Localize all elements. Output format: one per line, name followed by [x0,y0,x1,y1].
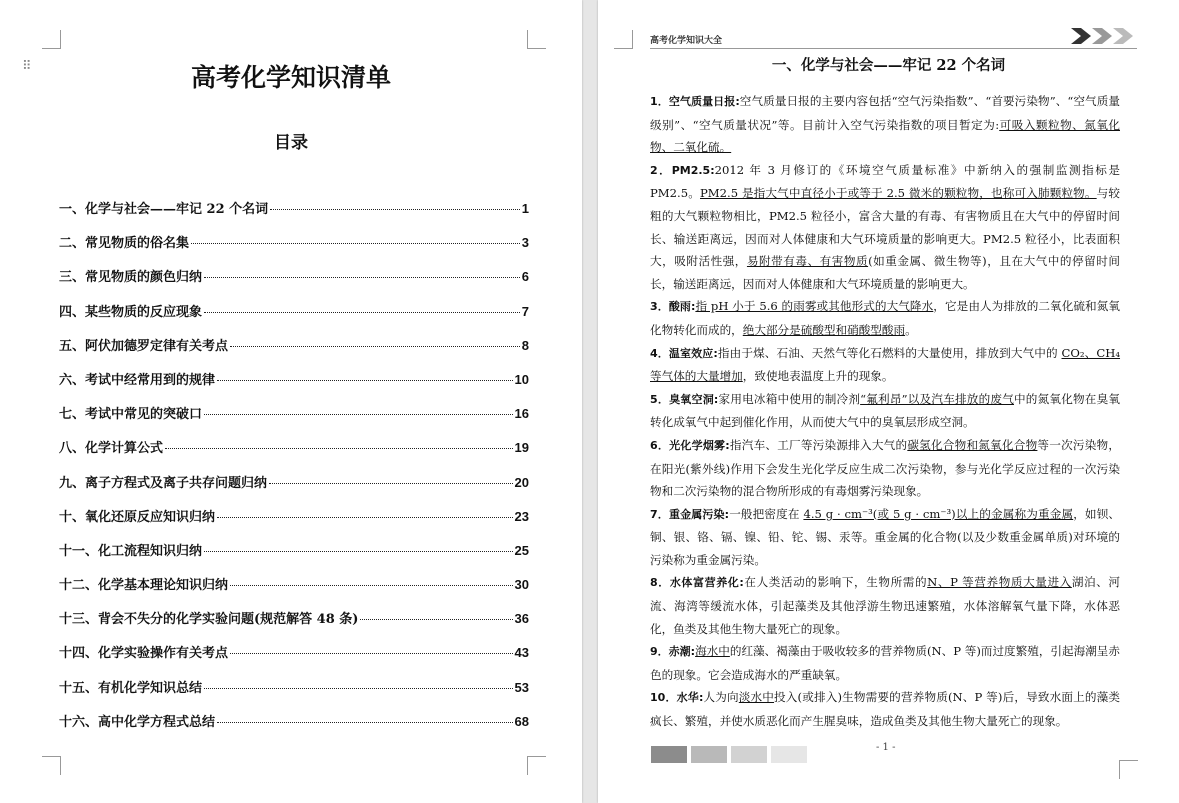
section-title: 一、化学与社会——牢记 22 个名词 [771,57,1006,74]
chevron-right-icon [1071,26,1137,46]
toc-leader-dots [230,346,520,347]
toc-page [0,0,582,803]
toc-entry[interactable] [59,506,529,540]
toc-entry-page: 7 [521,303,529,319]
toc-leader-dots [217,517,513,518]
toc-entry-page: 36 [514,611,529,627]
toc-entry-page: 1 [521,201,529,216]
crop-mark [42,756,61,775]
toc-entry-label: 二、常见物质的俗名集 [59,236,190,252]
toc-entry-page: 20 [514,474,529,490]
toc-leader-dots [230,585,513,586]
toc-entry[interactable] [59,369,529,403]
toc-entry-page: 53 [514,679,529,695]
toc-entry[interactable] [59,301,529,335]
toc-entry[interactable] [59,574,529,608]
toc-entry-label: 七、考试中常见的突破口 [59,407,203,423]
toc-entry-page: 10 [514,371,529,387]
crop-mark [614,30,633,49]
footer-bar [771,746,807,763]
toc-entry-label: 四、某些物质的反应现象 [59,304,203,320]
toc-heading: 目录 [274,133,308,153]
toc-leader-dots [360,619,512,620]
list-item: 6．光化学烟雾:指汽车、工厂等污染源排入大气的碳氢化合物和氮氧化合物等一次污染物，在阳光(紫外线)作用下会发生光化学反应生成二次污染物，参与光化学反应过程的一次污染物和二次污染物的混合物所形成的有毒烟雾污染现象。 [650,437,1120,499]
toc-entry-page: 8 [521,337,529,353]
list-item: 5．臭氧空洞:家用电冰箱中使用的制冷剂“氟利昂”以及汽车排放的废气中的氮氧化物在臭氧转化成氧气中起到催化作用，从而使大气中的臭氧层形成空洞。 [650,391,1120,430]
crop-mark [527,756,546,775]
toc-leader-dots [191,243,520,244]
toc-entry-label: 十一、化工流程知识归纳 [59,543,203,559]
drag-handle-icon[interactable]: ⠿ [22,59,33,74]
list-item: 2．PM2.5:2012 年 3 月修订的《环境空气质量标准》中新纳入的强制监测指标是 PM2.5。PM2.5 是指大气中直径小于或等于 2.5 微米的颗粒物，也称可入肺颗粒物。与较粗的大气颗粒物相比，PM2.5 粒径小，富含大量的有毒、有害物质且在大气中的停留时间长、输送距离远，因而对人体健康和大气环境质量的影响更大。PM2.5 粒径小，比表面积大，吸附活性强，易附带有毒、有害物质(如重金属、微生物等)，且在大气中的停留时间长，输送距离远，因而对人体健康和大气环境质量的影响更大。 [650,162,1120,291]
toc-entry-page: 19 [514,440,529,456]
toc-entry[interactable] [59,403,529,437]
footer-bar [651,746,687,763]
toc-entry-label: 六、考试中经常用到的规律 [59,372,216,388]
toc-entry-page: 16 [514,406,529,422]
crop-mark [1119,760,1138,779]
toc-entry-page: 23 [514,508,529,524]
list-item: 8．水体富营养化:在人类活动的影响下，生物所需的N、P 等营养物质大量进入湖泊、河流、海湾等缓流水体，引起藻类及其他浮游生物迅速繁殖，水体溶解氧气量下降，水体恶化，鱼类及其他生物大量死亡的现象。 [650,575,1120,636]
toc-entry[interactable] [59,472,529,506]
toc-entry-label: 十五、有机化学知识总结 [59,680,203,696]
toc-leader-dots [204,277,520,278]
toc-leader-dots [217,380,513,381]
footer-decoration [651,746,807,763]
page-header [650,30,1137,49]
toc-entry[interactable] [59,642,529,676]
toc-leader-dots [204,688,513,689]
toc-entry-label: 八、化学计算公式 [59,441,164,457]
toc-entry-label: 一、化学与社会——牢记 22 个名词 [59,202,269,217]
footer-bar [731,746,767,763]
toc-entry[interactable] [59,540,529,574]
page-number: - 1 - [876,742,896,753]
crop-mark [42,30,61,49]
toc-entry-page: 25 [514,542,529,558]
toc-entry-label: 五、阿伏加德罗定律有关考点 [59,338,229,354]
toc-entry[interactable] [59,711,529,745]
toc-entry[interactable] [59,232,529,266]
list-item: 1．空气质量日报:空气质量日报的主要内容包括“空气污染指数”、“首要污染物”、“空气质量级别”、“空气质量状况”等。目前计入空气污染指数的项目暂定为:可吸入颗粒物、氮氧化物、二氧化硫。 [650,94,1121,155]
section-body [650,90,1120,733]
toc-entry[interactable] [59,198,529,232]
header-title: 高考化学知识大全 [650,36,723,46]
toc-entry-label: 十二、化学基本理论知识归纳 [59,578,229,594]
toc-leader-dots [165,448,513,449]
toc-entry[interactable] [59,335,529,369]
toc-entry[interactable] [59,266,529,300]
toc-entry-label: 十、氧化还原反应知识归纳 [59,509,216,525]
list-item: 7．重金属污染:一般把密度在 4.5 g · cm⁻³(或 5 g · cm⁻³)以上的金属称为重金属，如钡、铜、银、铬、镉、镍、铅、铊、锡、汞等。重金属的化合物(以及少数重金属单质)对环境的污染称为重金属污染。 [650,506,1120,567]
toc-entry-page: 68 [514,713,529,729]
toc-entry[interactable] [59,608,529,642]
toc-leader-dots [230,653,513,654]
list-item: 3．酸雨:指 pH 小于 5.6 的雨雾或其他形式的大气降水，它是由人为排放的二氧化硫和氮氧化物转化而成的，绝大部分是硫酸型和硝酸型酸雨。 [650,299,1120,337]
table-of-contents [59,198,529,745]
toc-entry-label: 十四、化学实验操作有关考点 [59,646,229,662]
toc-entry-page: 43 [514,645,529,661]
toc-leader-dots [204,312,520,313]
list-item: 4．温室效应:指由于煤、石油、天然气等化石燃料的大量使用，排放到大气中的 CO₂、CH₄ 等气体的大量增加，致使地表温度上升的现象。 [650,345,1121,384]
toc-leader-dots [204,414,513,415]
list-item: 9．赤潮:海水中的红藻、褐藻由于吸收较多的营养物质(N、P 等)而过度繁殖，引起海潮呈赤色的现象。它会造成海水的严重缺氧。 [650,644,1120,682]
toc-entry[interactable] [59,677,529,711]
footer-bar [691,746,727,763]
content-page [598,0,1179,803]
toc-leader-dots [217,722,513,723]
toc-entry-page: 30 [514,577,529,593]
list-item: 10．水华:人为向淡水中投入(或排入)生物需要的营养物质(N、P 等)后，导致水面上的藻类疯长、繁殖，并使水质恶化而产生腥臭味，造成鱼类及其他生物大量死亡的现象。 [650,690,1120,729]
toc-entry-label: 十三、背会不失分的化学实验问题(规范解答 48 条) [59,612,359,628]
crop-mark [527,30,546,49]
toc-leader-dots [270,209,520,210]
toc-entry-page: 3 [521,235,529,251]
toc-entry-label: 十六、高中化学方程式总结 [59,714,216,730]
toc-leader-dots [269,483,513,484]
toc-entry[interactable] [59,437,529,471]
toc-entry-label: 九、离子方程式及离子共存问题归纳 [59,475,268,491]
toc-entry-label: 三、常见物质的颜色归纳 [59,270,203,286]
document-title: 高考化学知识清单 [190,63,391,92]
toc-entry-page: 6 [521,269,529,285]
toc-leader-dots [204,551,513,552]
